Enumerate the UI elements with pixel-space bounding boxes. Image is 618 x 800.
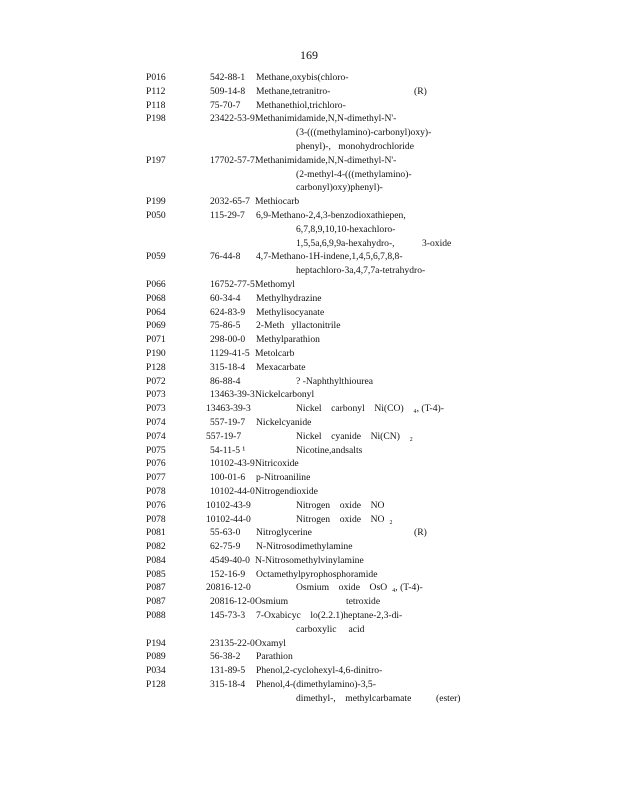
cas-number: 55-63-0 [210,527,241,539]
substance-name: Metolcarb [255,347,295,359]
cas-number: 75-70-7 [210,99,241,111]
waste-code: P198 [146,113,166,125]
substance-name: Parathion [256,651,293,663]
name-continuation: heptachloro-3a,4,7,7a-tetrahydro- [296,265,426,277]
cas-number: 10102-44-0 [210,485,255,497]
name-continuation: 6,7,8,9,10,10-hexachloro- [296,223,396,235]
cas-number: 557-19-7 [210,416,246,428]
waste-code: P190 [146,347,166,359]
page-number: 169 [300,48,318,62]
waste-code: P128 [146,679,166,691]
substance-name: Methane,tetranitro- [256,85,331,97]
substance-name: Nitricoxide [255,458,299,470]
table-row [0,568,618,582]
waste-code: P064 [146,306,166,318]
substance-name: Mexacarbate [256,361,306,373]
table-row [0,85,618,99]
hazard-note: (R) [414,527,427,539]
substance-name: Osmium [255,596,289,608]
substance-name: ? -Naphthylthiourea [296,375,373,387]
cas-number: 23135-22-0 [210,637,255,649]
name-continuation: phenyl)-, monohydrochloride [296,140,414,152]
waste-code: P084 [146,554,166,566]
substance-name: 4,7-Methano-1H-indene,1,4,5,6,7,8,8- [256,251,403,263]
substance-name: N-Nitrosomethylvinylamine [255,554,364,566]
substance-name: Methane,oxybis(chloro- [256,72,349,83]
hazard-note: (R) [414,85,427,97]
cas-number: 4549-40-0 [210,554,250,566]
table-row [0,692,618,706]
cas-number: 75-86-5 [210,320,241,332]
waste-code: P016 [146,72,166,83]
cas-number: 315-18-4 [210,679,246,691]
substance-name: Nitrogen oxide NO [296,499,385,511]
waste-code: P199 [146,196,166,208]
name-continuation: dimethyl-, methylcarbamate [296,692,412,704]
substance-name: Methiocarb [255,196,300,208]
substance-name: Oxamyl [255,637,286,649]
table-row [0,581,618,595]
waste-code: P081 [146,527,166,539]
substance-name: Nickel cyanide Ni(CN) ₂ [296,430,413,442]
cas-number: 115-29-7 [210,209,245,221]
table-row [0,664,618,678]
cas-number: 298-00-0 [210,334,246,346]
table-row [0,292,618,306]
cas-number: 145-73-3 [210,610,246,622]
table-row [0,595,618,609]
waste-code: P059 [146,251,166,263]
substance-name: Phenol,2-cyclohexyl-4,6-dinitro- [256,665,383,677]
table-row [0,637,618,651]
waste-code: P069 [146,320,166,332]
substance-name-tail: tetroxide [346,596,381,608]
cas-number: 60-34-4 [210,292,241,304]
cas-number: 1129-41-5 [210,347,250,359]
waste-code: P071 [146,334,166,346]
cas-number: 624-83-9 [210,306,246,318]
substance-name: Methylhydrazine [256,292,322,304]
cas-number: 17702-57-7 [210,154,255,166]
waste-code: P066 [146,278,166,290]
table-row [0,140,618,154]
table-row [0,154,618,168]
substance-name: 6,9-Methano-2,4,3-benzodioxathiepen, [256,209,406,221]
substance-name: Methanethiol,trichloro- [256,99,346,111]
substance-name: Phenol,4-(dimethylamino)-3,5- [256,679,376,691]
waste-code: P072 [146,375,166,387]
cas-number: 10102-44-0 [206,513,251,525]
table-row [0,181,618,195]
waste-code: P076 [146,458,166,470]
table-row [0,540,618,554]
waste-code: P074 [146,430,166,442]
waste-code: P128 [146,361,166,373]
substance-name: Methylparathion [256,334,320,346]
table-row [0,209,618,223]
cas-number: 100-01-6 [210,472,246,484]
waste-code: P085 [146,568,166,580]
cas-number: 152-16-9 [210,568,246,580]
table-row [0,347,618,361]
waste-code: P068 [146,292,166,304]
substance-name: Methanimidamide,N,N-dimethyl-N'- [255,154,397,166]
table-row [0,650,618,664]
cas-number: 13463-39-3 [210,389,255,401]
substance-name: N-Nitrosodimethylamine [256,541,353,553]
waste-code: P118 [146,99,166,111]
table-row [0,361,618,375]
table-row [0,430,618,444]
hazardous-waste-table [0,71,618,706]
table-row [0,126,618,140]
table-row [0,306,618,320]
cas-number: 62-75-9 [210,541,241,553]
table-row [0,485,618,499]
table-row [0,416,618,430]
table-row [0,237,618,251]
substance-name: Methanimidamide,N,N-dimethyl-N'- [255,113,397,125]
substance-name: p-Nitroaniline [256,472,311,484]
table-row [0,223,618,237]
cas-number: 13463-39-3 [206,403,251,415]
table-row [0,513,618,527]
waste-code: P034 [146,665,166,677]
table-row [0,526,618,540]
cas-number: 315-18-4 [210,361,246,373]
table-row [0,112,618,126]
name-continuation: (2-methyl-4-(((methylamino)- [296,168,412,180]
table-row [0,168,618,182]
cas-number: 20816-12-0 [210,596,255,608]
table-row [0,375,618,389]
name-continuation: 1,5,5a,6,9,9a-hexahydro-, [296,237,395,249]
waste-code: P082 [146,541,166,553]
name-continuation: (3-(((methylamino)-carbonyl)oxy)- [296,127,432,139]
substance-name: Nitrogendioxide [255,485,318,497]
substance-name: 2-Meth yllactonitrile [256,320,341,332]
substance-name: Nickelcyanide [256,416,312,428]
waste-code: P074 [146,416,166,428]
table-row [0,333,618,347]
table-row [0,444,618,458]
waste-code: P194 [146,637,166,649]
hazard-note: (ester) [436,692,461,704]
table-row [0,195,618,209]
substance-name: Nicotine,andsalts [296,444,363,456]
waste-code: P073 [146,403,166,415]
substance-name: Nickelcarbonyl [255,389,315,401]
waste-code: P197 [146,154,166,166]
waste-code: P078 [146,513,166,525]
waste-code: P076 [146,499,166,511]
waste-code: P075 [146,444,166,456]
cas-number: 16752-77-5 [210,278,255,290]
waste-code: P088 [146,610,166,622]
substance-name: 7-Oxabicyc lo(2.2.1)heptane-2,3-di- [256,610,403,622]
cas-number: 2032-65-7 [210,196,250,208]
table-row [0,609,618,623]
name-continuation: carboxylic acid [296,623,365,635]
waste-code: P078 [146,485,166,497]
hazard-note: 3-oxide [422,237,452,249]
cas-number: 86-88-4 [210,375,241,387]
substance-name: Methomyl [255,278,295,290]
cas-number: 76-44-8 [210,251,241,263]
table-row [0,457,618,471]
cas-number: 20816-12-0 [206,582,251,594]
table-row [0,678,618,692]
cas-number: 542-88-1 [210,72,246,83]
cas-number: 10102-43-9 [210,458,255,470]
cas-number: 54-11-5 ¹ [210,444,246,456]
table-row [0,250,618,264]
table-row [0,278,618,292]
cas-number: 10102-43-9 [206,499,251,511]
waste-code: P073 [146,389,166,401]
cas-number: 56-38-2 [210,651,241,663]
table-row [0,471,618,485]
waste-code: P087 [146,596,166,608]
table-row [0,623,618,637]
substance-name: Osmium oxide OsO ₄, (T-4)- [296,582,423,594]
substance-name: Nitroglycerine [256,527,312,539]
substance-name: Nitrogen oxide NO ₂ [296,513,393,525]
substance-name: Octamethylpyrophosphoramide [256,568,378,580]
cas-number: 509-14-8 [210,85,246,97]
table-row [0,71,618,85]
table-row [0,319,618,333]
cas-number: 131-89-5 [210,665,246,677]
table-row [0,388,618,402]
name-continuation: carbonyl)oxy)phenyl)- [296,182,383,194]
waste-code: P077 [146,472,166,484]
table-row [0,264,618,278]
table-row [0,554,618,568]
table-row [0,402,618,416]
table-row [0,99,618,113]
waste-code: P112 [146,85,166,97]
cas-number: 557-19-7 [206,430,242,442]
waste-code: P089 [146,651,166,663]
substance-name: Methylisocyanate [256,306,325,318]
table-row [0,499,618,513]
waste-code: P087 [146,582,166,594]
waste-code: P050 [146,209,166,221]
cas-number: 23422-53-9 [210,113,255,125]
substance-name: Nickel carbonyl Ni(CO) ₄, (T-4)- [296,403,444,415]
